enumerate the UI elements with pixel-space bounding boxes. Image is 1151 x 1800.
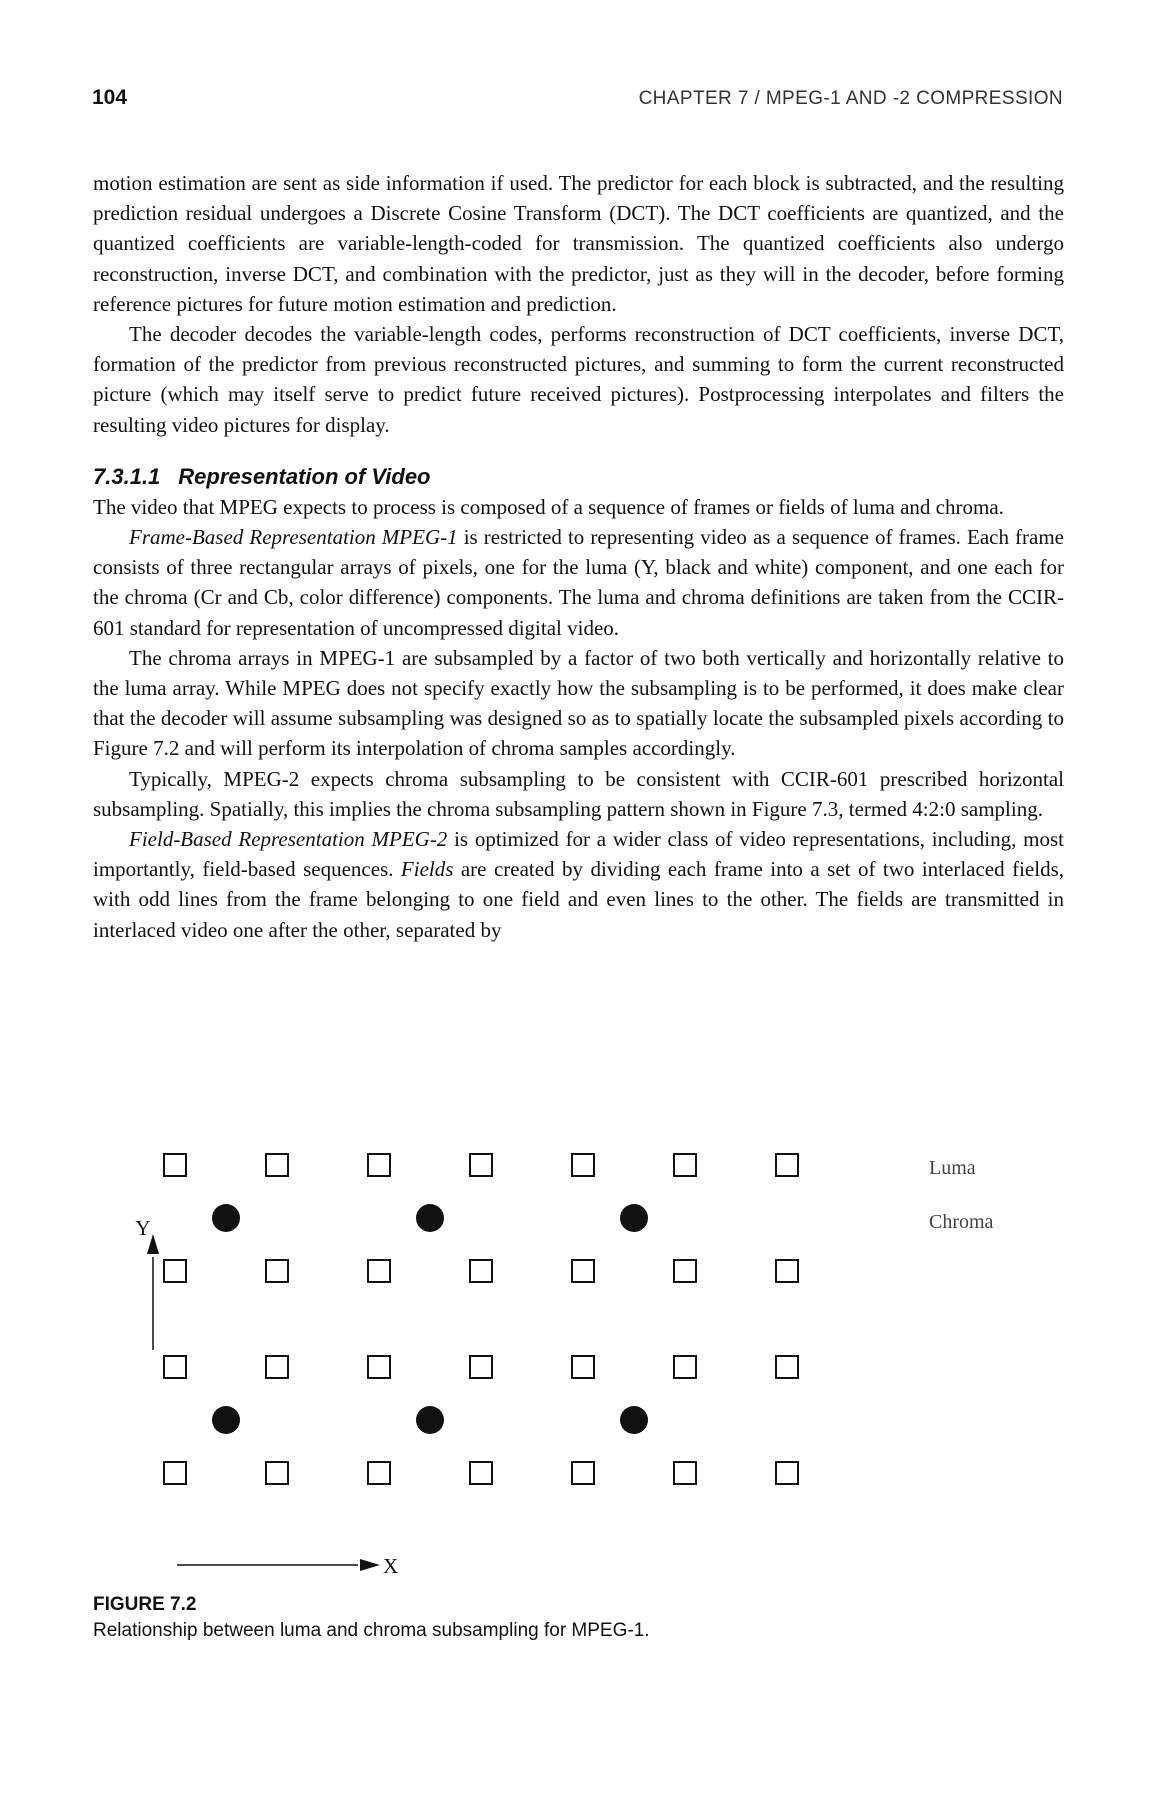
luma-sample-marker bbox=[776, 1462, 798, 1484]
luma-sample-marker bbox=[266, 1356, 288, 1378]
paragraph-text: is optimized for a wider class of video representations, including, most importantly, field-based sequences. bbox=[93, 827, 1064, 882]
luma-sample-marker bbox=[674, 1154, 696, 1176]
x-axis bbox=[177, 1554, 398, 1578]
luma-sample-marker bbox=[266, 1260, 288, 1282]
chroma-samples bbox=[212, 1204, 648, 1434]
chroma-sample-marker bbox=[416, 1204, 444, 1232]
luma-sample-marker bbox=[164, 1260, 186, 1282]
figure-7-2 bbox=[93, 1125, 1064, 1585]
paragraph-text: are created by dividing each frame into a set of two interlaced fields, with odd lines from the frame belonging to one field and even lines to the other. The fields are transmitted in interlaced video one after the other, separated by bbox=[93, 857, 1064, 942]
luma-sample-marker bbox=[674, 1260, 696, 1282]
chroma-sample-marker bbox=[212, 1406, 240, 1434]
chroma-sample-marker bbox=[212, 1204, 240, 1232]
paragraph: The video that MPEG expects to process is composed of a sequence of frames or fields of luma and chroma. bbox=[93, 494, 1004, 519]
luma-sample-marker bbox=[776, 1356, 798, 1378]
chroma-sample-marker bbox=[620, 1406, 648, 1434]
paragraph: Typically, MPEG-2 expects chroma subsampling to be consistent with CCIR-601 prescribed horizontal subsampling. Spatially, this implies the chroma subsampling pattern shown in Figure 7.3, termed 4:2:0 sampling. bbox=[93, 766, 1064, 821]
luma-sample-marker bbox=[572, 1462, 594, 1484]
luma-sample-marker bbox=[470, 1260, 492, 1282]
legend-luma-label: Luma bbox=[929, 1157, 976, 1179]
figure-caption bbox=[93, 1592, 1064, 1644]
luma-sample-marker bbox=[470, 1356, 492, 1378]
y-axis bbox=[135, 1216, 159, 1350]
luma-sample-marker bbox=[368, 1260, 390, 1282]
section-number: 7.3.1.1 bbox=[93, 463, 161, 489]
run-in-heading: Frame-Based Representation MPEG-1 bbox=[129, 525, 458, 550]
x-axis-arrowhead bbox=[360, 1559, 380, 1571]
paragraph-text: is restricted to representing video as a sequence of frames. Each frame consists of three rectangular arrays of pixels, one for the luma (Y, black and white) component, and one each for the chroma (Cr and Cb, color difference) components. The luma and chroma definitions are taken from the CCIR-601 standard for representation of uncompressed digital video. bbox=[93, 525, 1064, 640]
run-in-heading: Field-Based Representation MPEG-2 bbox=[129, 827, 448, 852]
luma-sample-marker bbox=[572, 1356, 594, 1378]
luma-sample-marker bbox=[368, 1462, 390, 1484]
section-heading bbox=[93, 462, 1064, 492]
luma-sample-marker bbox=[776, 1260, 798, 1282]
luma-sample-marker bbox=[776, 1154, 798, 1176]
luma-sample-marker bbox=[368, 1356, 390, 1378]
paragraph bbox=[93, 522, 1064, 643]
luma-sample-marker bbox=[164, 1356, 186, 1378]
luma-sample-marker bbox=[470, 1154, 492, 1176]
figure-caption-text: Relationship between luma and chroma subsampling for MPEG-1. bbox=[93, 1620, 650, 1641]
legend-chroma-label: Chroma bbox=[929, 1211, 994, 1233]
page-header bbox=[92, 86, 1063, 116]
emphasis-term: Fields bbox=[400, 857, 454, 882]
luma-sample-marker bbox=[266, 1154, 288, 1176]
body-text bbox=[93, 168, 1064, 945]
subsampling-diagram bbox=[93, 1125, 1064, 1585]
page-number: 104 bbox=[92, 86, 128, 109]
luma-sample-marker bbox=[470, 1462, 492, 1484]
paragraph: The chroma arrays in MPEG-1 are subsampled by a factor of two both vertically and horizontally relative to the luma array. While MPEG does not specify exactly how the subsampling is to be performed, it does make clear that the decoder will assume subsampling was designed so as to spatially locate the subsampled pixels according to Figure 7.2 and will perform its interpolation of chroma samples accordingly. bbox=[93, 645, 1064, 761]
figure-title: FIGURE 7.2 bbox=[93, 1594, 197, 1615]
y-axis-label: Y bbox=[135, 1216, 151, 1240]
luma-sample-marker bbox=[368, 1154, 390, 1176]
paragraph: motion estimation are sent as side information if used. The predictor for each block is subtracted, and the resulting prediction residual undergoes a Discrete Cosine Transform (DCT). The DCT coefficients are quantized, and the quantized coefficients are variable-length-coded for transmission. The quantized coefficients also undergo reconstruction, inverse DCT, and combination with the predictor, just as they will in the decoder, before forming reference pictures for future motion estimation and prediction. bbox=[93, 171, 1064, 316]
luma-sample-marker bbox=[164, 1154, 186, 1176]
luma-sample-marker bbox=[674, 1462, 696, 1484]
x-axis-label: X bbox=[383, 1554, 399, 1578]
paragraph: The decoder decodes the variable-length codes, performs reconstruction of DCT coefficients, inverse DCT, formation of the predictor from previous reconstructed pictures, and summing to form the current reconstructed picture (which may itself serve to predict future received pictures). Postprocessing interpolates and filters the resulting video pictures for display. bbox=[93, 322, 1064, 437]
luma-sample-marker bbox=[266, 1462, 288, 1484]
paragraph bbox=[93, 824, 1064, 945]
luma-sample-marker bbox=[674, 1356, 696, 1378]
luma-sample-marker bbox=[572, 1154, 594, 1176]
running-head: CHAPTER 7 / MPEG-1 AND -2 COMPRESSION bbox=[638, 88, 1063, 109]
luma-sample-marker bbox=[572, 1260, 594, 1282]
luma-sample-marker bbox=[164, 1462, 186, 1484]
chroma-sample-marker bbox=[620, 1204, 648, 1232]
luma-samples bbox=[164, 1154, 798, 1484]
chroma-sample-marker bbox=[416, 1406, 444, 1434]
section-title: Representation of Video bbox=[178, 463, 431, 489]
